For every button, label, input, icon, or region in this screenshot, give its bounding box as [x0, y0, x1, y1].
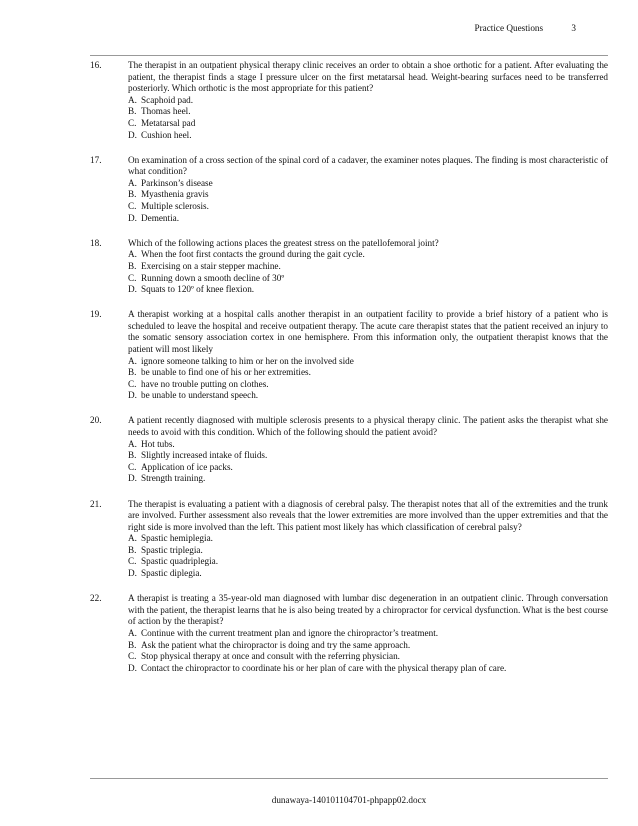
answer-option [128, 118, 608, 130]
option-letter: A. [128, 355, 137, 366]
option-text: Parkinson’s disease [141, 177, 213, 188]
option-text: Exercising on a stair stepper machine. [141, 260, 281, 271]
question-number: 22. [90, 593, 102, 604]
question-number: 20. [90, 415, 102, 426]
option-text: Spastic diplegia. [141, 568, 202, 579]
answer-option [128, 640, 608, 652]
option-text: Application of ice packs. [141, 461, 233, 472]
option-text: Multiple sclerosis. [141, 201, 209, 212]
answer-option [128, 473, 608, 485]
answer-option [128, 201, 608, 213]
option-letter: C. [128, 378, 137, 389]
answer-option [128, 284, 608, 296]
page-header [474, 23, 576, 35]
answer-option [128, 651, 608, 663]
answer-option [128, 379, 608, 391]
option-letter: D. [128, 390, 137, 401]
option-text: Hot tubs. [141, 438, 175, 449]
answer-option [128, 106, 608, 118]
option-text: have no trouble putting on clothes. [141, 378, 269, 389]
answer-option [128, 261, 608, 273]
option-letter: A. [128, 627, 137, 638]
option-letter: D. [128, 129, 137, 140]
option-letter: D. [128, 473, 137, 484]
option-letter: A. [128, 94, 137, 105]
option-letter: B. [128, 450, 137, 461]
option-letter: B. [128, 260, 137, 271]
answer-option [128, 545, 608, 557]
option-letter: D. [128, 568, 137, 579]
question-number: 18. [90, 237, 102, 248]
option-letter: C. [128, 651, 137, 662]
answer-option [128, 178, 608, 190]
option-text: Metatarsal pad [141, 117, 196, 128]
option-letter: C. [128, 201, 137, 212]
option-letter: C. [128, 117, 137, 128]
answer-option [128, 628, 608, 640]
option-letter: B. [128, 189, 137, 200]
option-text: Scaphoid pad. [141, 94, 194, 105]
option-text: When the foot first contacts the ground during the gait cycle. [141, 249, 365, 260]
answer-option [128, 450, 608, 462]
question-stem: The therapist is evaluating a patient with a diagnosis of cerebral palsy. The therapist notes that all of the extremities and the trunk are involved. Further assessment also reveals that the lower extremities are more involved than the upper extremities and that the right side is more involved than the left. This patient most likely has which classification of cerebral palsy? [128, 498, 608, 532]
question-stem: Which of the following actions places the greatest stress on the patellofemoral joint? [128, 237, 439, 248]
answer-option [128, 367, 608, 379]
option-text: Thomas heel. [141, 106, 191, 117]
option-text: be unable to find one of his or her extremities. [141, 367, 311, 378]
question-item [90, 499, 608, 580]
question-number: 21. [90, 498, 102, 509]
option-letter: B. [128, 106, 137, 117]
question-item [90, 309, 608, 402]
answer-option [128, 273, 608, 285]
footer-rule [90, 778, 608, 779]
page-number: 3 [571, 23, 576, 33]
header-rule [90, 55, 608, 56]
option-text: be unable to understand speech. [141, 390, 259, 401]
answer-option [128, 95, 608, 107]
question-item [90, 155, 608, 225]
answer-option [128, 189, 608, 201]
question-item [90, 415, 608, 485]
question-number: 17. [90, 154, 102, 165]
question-number: 19. [90, 309, 102, 320]
option-letter: C. [128, 461, 137, 472]
option-letter: A. [128, 177, 137, 188]
option-text: Running down a smooth decline of 30º [141, 272, 285, 283]
answer-option [128, 130, 608, 142]
option-text: Spastic triplegia. [141, 544, 203, 555]
answer-option [128, 390, 608, 402]
question-stem: A therapist working at a hospital calls another therapist in an outpatient facility to provide a brief history of a patient who is scheduled to leave the hospital and receive outpatient therapy. The acute care therapist states that the patient received an injury to the somatic sensory association cortex in one hemisphere. From this information only, the outpatient therapist knows that the patient will most likely [128, 309, 608, 354]
answer-option [128, 249, 608, 261]
question-stem: A therapist is treating a 35-year-old man diagnosed with lumbar disc degeneration in an outpatient clinic. Through conversation with the patient, the therapist learns that he is also being treated by a chiropractor for cervical dysfunction. What is the best course of action by the therapist? [128, 593, 608, 627]
option-letter: A. [128, 249, 137, 260]
option-text: Dementia. [141, 212, 180, 223]
question-stem: On examination of a cross section of the spinal cord of a cadaver, the examiner notes plaques. The finding is most characteristic of what condition? [128, 154, 608, 177]
option-letter: D. [128, 662, 137, 673]
footer-filename: dunawaya-140101104701-phpapp02.docx [271, 795, 427, 805]
question-item [90, 60, 608, 141]
question-item [90, 238, 608, 296]
option-text: Continue with the current treatment plan and ignore the chiropractor’s treatment. [141, 627, 439, 638]
option-letter: A. [128, 438, 137, 449]
option-letter: A. [128, 533, 137, 544]
option-text: Slightly increased intake of fluids. [141, 450, 268, 461]
answer-option [128, 213, 608, 225]
option-letter: D. [128, 212, 137, 223]
option-text: Stop physical therapy at once and consult with the referring physician. [141, 651, 400, 662]
answer-option [128, 663, 608, 675]
answer-option [128, 556, 608, 568]
answer-option [128, 568, 608, 580]
question-item [90, 593, 608, 674]
option-text: Spastic hemiplegia. [141, 533, 213, 544]
question-stem: The therapist in an outpatient physical therapy clinic receives an order to obtain a shoe orthotic for a patient. After evaluating the patient, the therapist finds a stage I pressure ulcer on the first metatarsal head. Weight-bearing surfaces need to be transferred posteriorly. Which orthotic is the most appropriate for this patient? [128, 60, 608, 94]
option-letter: C. [128, 272, 137, 283]
header-title: Practice Questions [474, 23, 544, 33]
option-letter: B. [128, 544, 137, 555]
option-letter: D. [128, 284, 137, 295]
option-text: Spastic quadriplegia. [141, 556, 219, 567]
option-text: Ask the patient what the chiropractor is doing and try the same approach. [141, 639, 411, 650]
answer-option [128, 356, 608, 368]
answer-option [128, 533, 608, 545]
question-stem: A patient recently diagnosed with multiple sclerosis presents to a physical therapy clinic. The patient asks the therapist what she needs to avoid with this condition. Which of the following should the patient avoid? [128, 415, 608, 438]
question-number: 16. [90, 60, 102, 70]
option-text: Squats to 120º of knee flexion. [141, 284, 255, 295]
option-text: Contact the chiropractor to coordinate his or her plan of care with the physical therapy plan of care. [141, 662, 507, 673]
option-letter: B. [128, 639, 137, 650]
question-list [90, 60, 608, 674]
option-letter: B. [128, 367, 137, 378]
option-text: Cushion heel. [141, 129, 192, 140]
option-text: ignore someone talking to him or her on the involved side [141, 355, 354, 366]
option-letter: C. [128, 556, 137, 567]
answer-option [128, 462, 608, 474]
option-text: Myasthenia gravis [141, 189, 209, 200]
option-text: Strength training. [141, 473, 206, 484]
answer-option [128, 439, 608, 451]
